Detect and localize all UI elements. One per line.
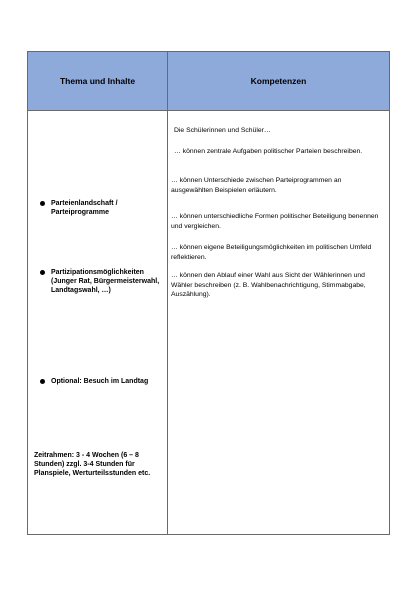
topic-text: Optional: Besuch im Landtag — [51, 378, 149, 385]
header-topics: Thema und Inhalte — [59, 76, 136, 86]
list-item — [40, 377, 158, 386]
bullet-icon — [40, 201, 45, 206]
topic-text: Partizipationsmöglichkeiten (Junger Rat, Bürgermeisterwahl, Landtagswahl, …) — [51, 269, 160, 294]
column-divider — [167, 52, 168, 534]
competency-item: … können eigene Beteiligungsmöglichkeiten im politischen Umfeld reflektieren. — [171, 244, 372, 261]
list-item — [40, 268, 162, 295]
bullet-icon — [40, 270, 45, 275]
competency-intro: Die Schülerinnen und Schüler… — [174, 127, 271, 134]
competency-item: … können zentrale Aufgaben politischer Parteien beschreiben. — [174, 148, 363, 155]
bullet-icon — [40, 379, 45, 384]
list-item — [40, 199, 158, 217]
header-competencies: Kompetenzen — [250, 76, 307, 86]
topic-text: Parteienlandschaft / Parteiprogramme — [51, 200, 118, 216]
curriculum-table — [27, 51, 390, 535]
table-header — [28, 52, 389, 111]
competency-item: … können den Ablauf einer Wahl aus Sicht der Wählerinnen und Wähler beschreiben (z. B. Wahlbenachrichtigung, Stimmabgabe, Auszählung). — [171, 272, 366, 298]
competency-item: … können Unterschiede zwischen Parteiprogrammen an ausgewählten Beispielen erläutern. — [171, 177, 342, 194]
competency-item: … können unterschiedliche Formen politischer Beteiligung benennen und vergleichen. — [171, 213, 379, 230]
timeframe-note: Zeitrahmen: 3 - 4 Wochen (6 – 8 Stunden) zzgl. 3-4 Stunden für Planspiele, Werturteilsstunden etc. — [34, 452, 151, 477]
